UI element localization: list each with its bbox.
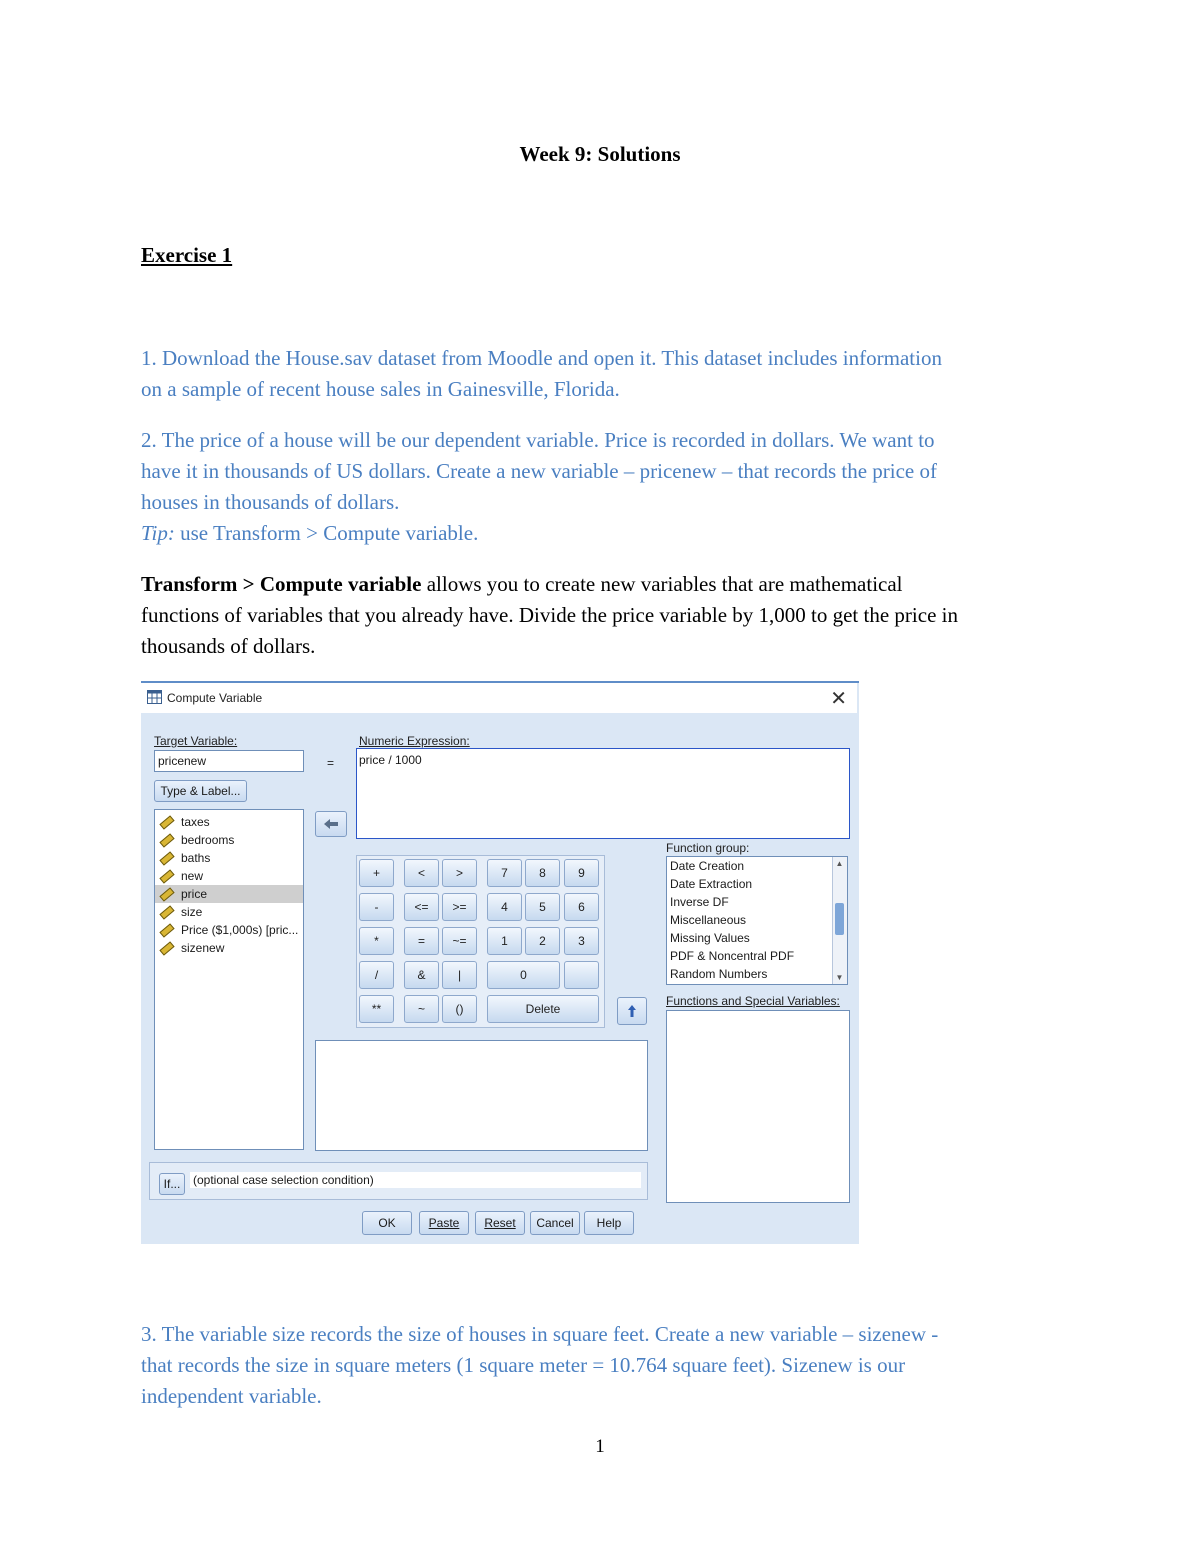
page-number: 1 [595,1436,605,1457]
target-variable-value: pricenew [158,754,207,768]
type-label-button[interactable] [154,780,247,802]
cancel-button[interactable] [530,1211,580,1235]
paragraph-3 [141,569,1071,662]
paragraph-2-line: 2. The price of a house will be our dependent variable. Price is recorded in dollars. We want to [141,428,935,452]
key-less-equal[interactable]: <= [404,893,439,921]
target-variable-label: Target Variable: [154,734,238,748]
calculator-keypad [356,855,605,1028]
key-7[interactable]: 7 [487,859,522,887]
scrollbar-thumb[interactable] [835,903,844,935]
if-button[interactable] [159,1173,185,1195]
paragraph-1-line: 1. Download the House.sav dataset from Moodle and open it. This dataset includes information [141,346,942,370]
ok-button[interactable] [362,1211,412,1235]
key-or[interactable]: | [442,961,477,989]
paste-button[interactable] [419,1211,469,1235]
variable-name: Price ($1,000s) [pric... [181,923,299,937]
paragraph-4-line: 3. The variable size records the size of houses in square feet. Create a new variable – sizenew - [141,1322,939,1346]
variable-item[interactable] [155,849,303,867]
functions-label: Functions and Special Variables: [666,994,840,1008]
variable-name: new [181,869,204,883]
scroll-down-icon[interactable]: ▼ [835,973,844,982]
tip-text: use Transform > Compute variable. [174,521,479,545]
compute-variable-dialog [141,681,859,1244]
if-condition-panel [149,1162,648,1200]
variable-item[interactable] [155,867,303,885]
key-not[interactable]: ~ [404,995,439,1023]
ok-button-label: OK [378,1216,396,1230]
key-and[interactable]: & [404,961,439,989]
transform-bold: Transform > Compute variable [141,572,422,596]
exercise-heading: Exercise 1 [141,243,233,267]
key-divide[interactable]: / [359,961,394,989]
key-3[interactable]: 3 [564,927,599,955]
key-1[interactable]: 1 [487,927,522,955]
scale-variable-icon [159,815,174,829]
scale-variable-icon [159,923,174,937]
help-button-label: Help [596,1216,622,1230]
table-icon [147,690,162,704]
variable-name: baths [181,851,211,865]
move-to-expression-button[interactable] [315,811,347,837]
cancel-button-label: Cancel [536,1216,574,1230]
key-4[interactable]: 4 [487,893,522,921]
numeric-expression-value: price / 1000 [359,753,422,767]
move-function-up-button[interactable] [617,997,647,1025]
scale-variable-icon [159,887,174,901]
variable-item[interactable] [155,813,303,831]
scale-variable-icon [159,941,174,955]
scale-variable-icon [159,833,174,847]
paragraph-1 [141,343,1071,405]
reset-button[interactable] [475,1211,525,1235]
close-icon[interactable]: ✕ [830,688,847,710]
key-parentheses[interactable]: () [442,995,477,1023]
numeric-expression-label: Numeric Expression: [359,734,470,748]
function-description-box [315,1040,648,1151]
delete-button[interactable]: Delete [487,995,599,1023]
function-group-item[interactable]: Random Numbers [670,967,768,981]
paste-button-label: Paste [428,1216,460,1230]
function-group-item[interactable]: Date Creation [670,859,745,873]
paragraph-4 [141,1319,1071,1412]
key-8[interactable]: 8 [525,859,560,887]
variable-name: size [181,905,203,919]
paragraph-3-rest: allows you to create new variables that are mathematical [421,572,903,596]
function-group-scrollbar[interactable] [832,857,847,984]
key-multiply[interactable]: * [359,927,394,955]
variable-item[interactable] [155,831,303,849]
function-group-label: Function group: [666,841,750,855]
key-minus[interactable]: - [359,893,394,921]
arrow-left-icon [323,818,339,830]
paragraph-1-line: on a sample of recent house sales in Gainesville, Florida. [141,377,620,401]
paragraph-2-line: have it in thousands of US dollars. Create a new variable – pricenew – that records the price of [141,459,937,483]
key-greater-than[interactable]: > [442,859,477,887]
key-2[interactable]: 2 [525,927,560,955]
paragraph-3-line: thousands of dollars. [141,634,316,658]
key-less-than[interactable]: < [404,859,439,887]
key-greater-equal[interactable]: >= [442,893,477,921]
tip-label: Tip: [141,521,175,545]
key-equal[interactable]: = [404,927,439,955]
variable-item-selected[interactable] [155,885,303,903]
scroll-up-icon[interactable]: ▲ [835,859,844,868]
scale-variable-icon [159,869,174,883]
target-variable-input[interactable] [154,750,304,772]
paragraph-4-line: that records the size in square meters (1 square meter = 10.764 square feet). Sizenew is our [141,1353,906,1377]
variable-name: sizenew [181,941,225,955]
tip-line [141,518,1071,549]
if-button-label: If... [163,1177,181,1191]
key-decimal[interactable] [564,961,599,989]
key-power[interactable]: ** [359,995,394,1023]
paragraph-4-line: independent variable. [141,1384,322,1408]
key-5[interactable]: 5 [525,893,560,921]
paragraph-3-line [141,569,1071,600]
function-group-item[interactable]: Missing Values [670,931,750,945]
function-group-item[interactable]: Date Extraction [670,877,753,891]
variable-item[interactable] [155,903,303,921]
numeric-expression-input[interactable] [356,748,850,839]
variable-item[interactable] [155,939,303,957]
paragraph-2 [141,425,1071,549]
page-title: Week 9: Solutions [519,142,681,166]
key-plus[interactable]: + [359,859,394,887]
if-condition-text: (optional case selection condition) [190,1172,641,1188]
function-group-list[interactable] [666,856,848,985]
scale-variable-icon [159,851,174,865]
dialog-titlebar [141,683,857,713]
key-0[interactable]: 0 [487,961,560,989]
variable-name: taxes [181,815,210,829]
variable-name: bedrooms [181,833,235,847]
help-button[interactable] [584,1211,634,1235]
function-group-item[interactable]: PDF & Noncentral PDF [670,949,795,963]
scale-variable-icon [159,905,174,919]
equals-sign: = [327,756,335,770]
key-9[interactable]: 9 [564,859,599,887]
variable-name: price [181,887,208,901]
functions-list[interactable] [666,1010,850,1203]
type-label-button-label: Type & Label... [160,784,241,798]
arrow-up-icon [627,1004,637,1018]
function-group-item[interactable]: Inverse DF [670,895,729,909]
variable-list[interactable] [154,809,304,1150]
reset-button-label: Reset [484,1216,516,1230]
key-6[interactable]: 6 [564,893,599,921]
paragraph-3-line: functions of variables that you already have. Divide the price variable by 1,000 to get the price in [141,603,958,627]
key-not-equal[interactable]: ~= [442,927,477,955]
function-group-item[interactable]: Miscellaneous [670,913,747,927]
variable-item[interactable] [155,921,303,939]
paragraph-2-line: houses in thousands of dollars. [141,490,400,514]
dialog-title: Compute Variable [167,691,263,705]
